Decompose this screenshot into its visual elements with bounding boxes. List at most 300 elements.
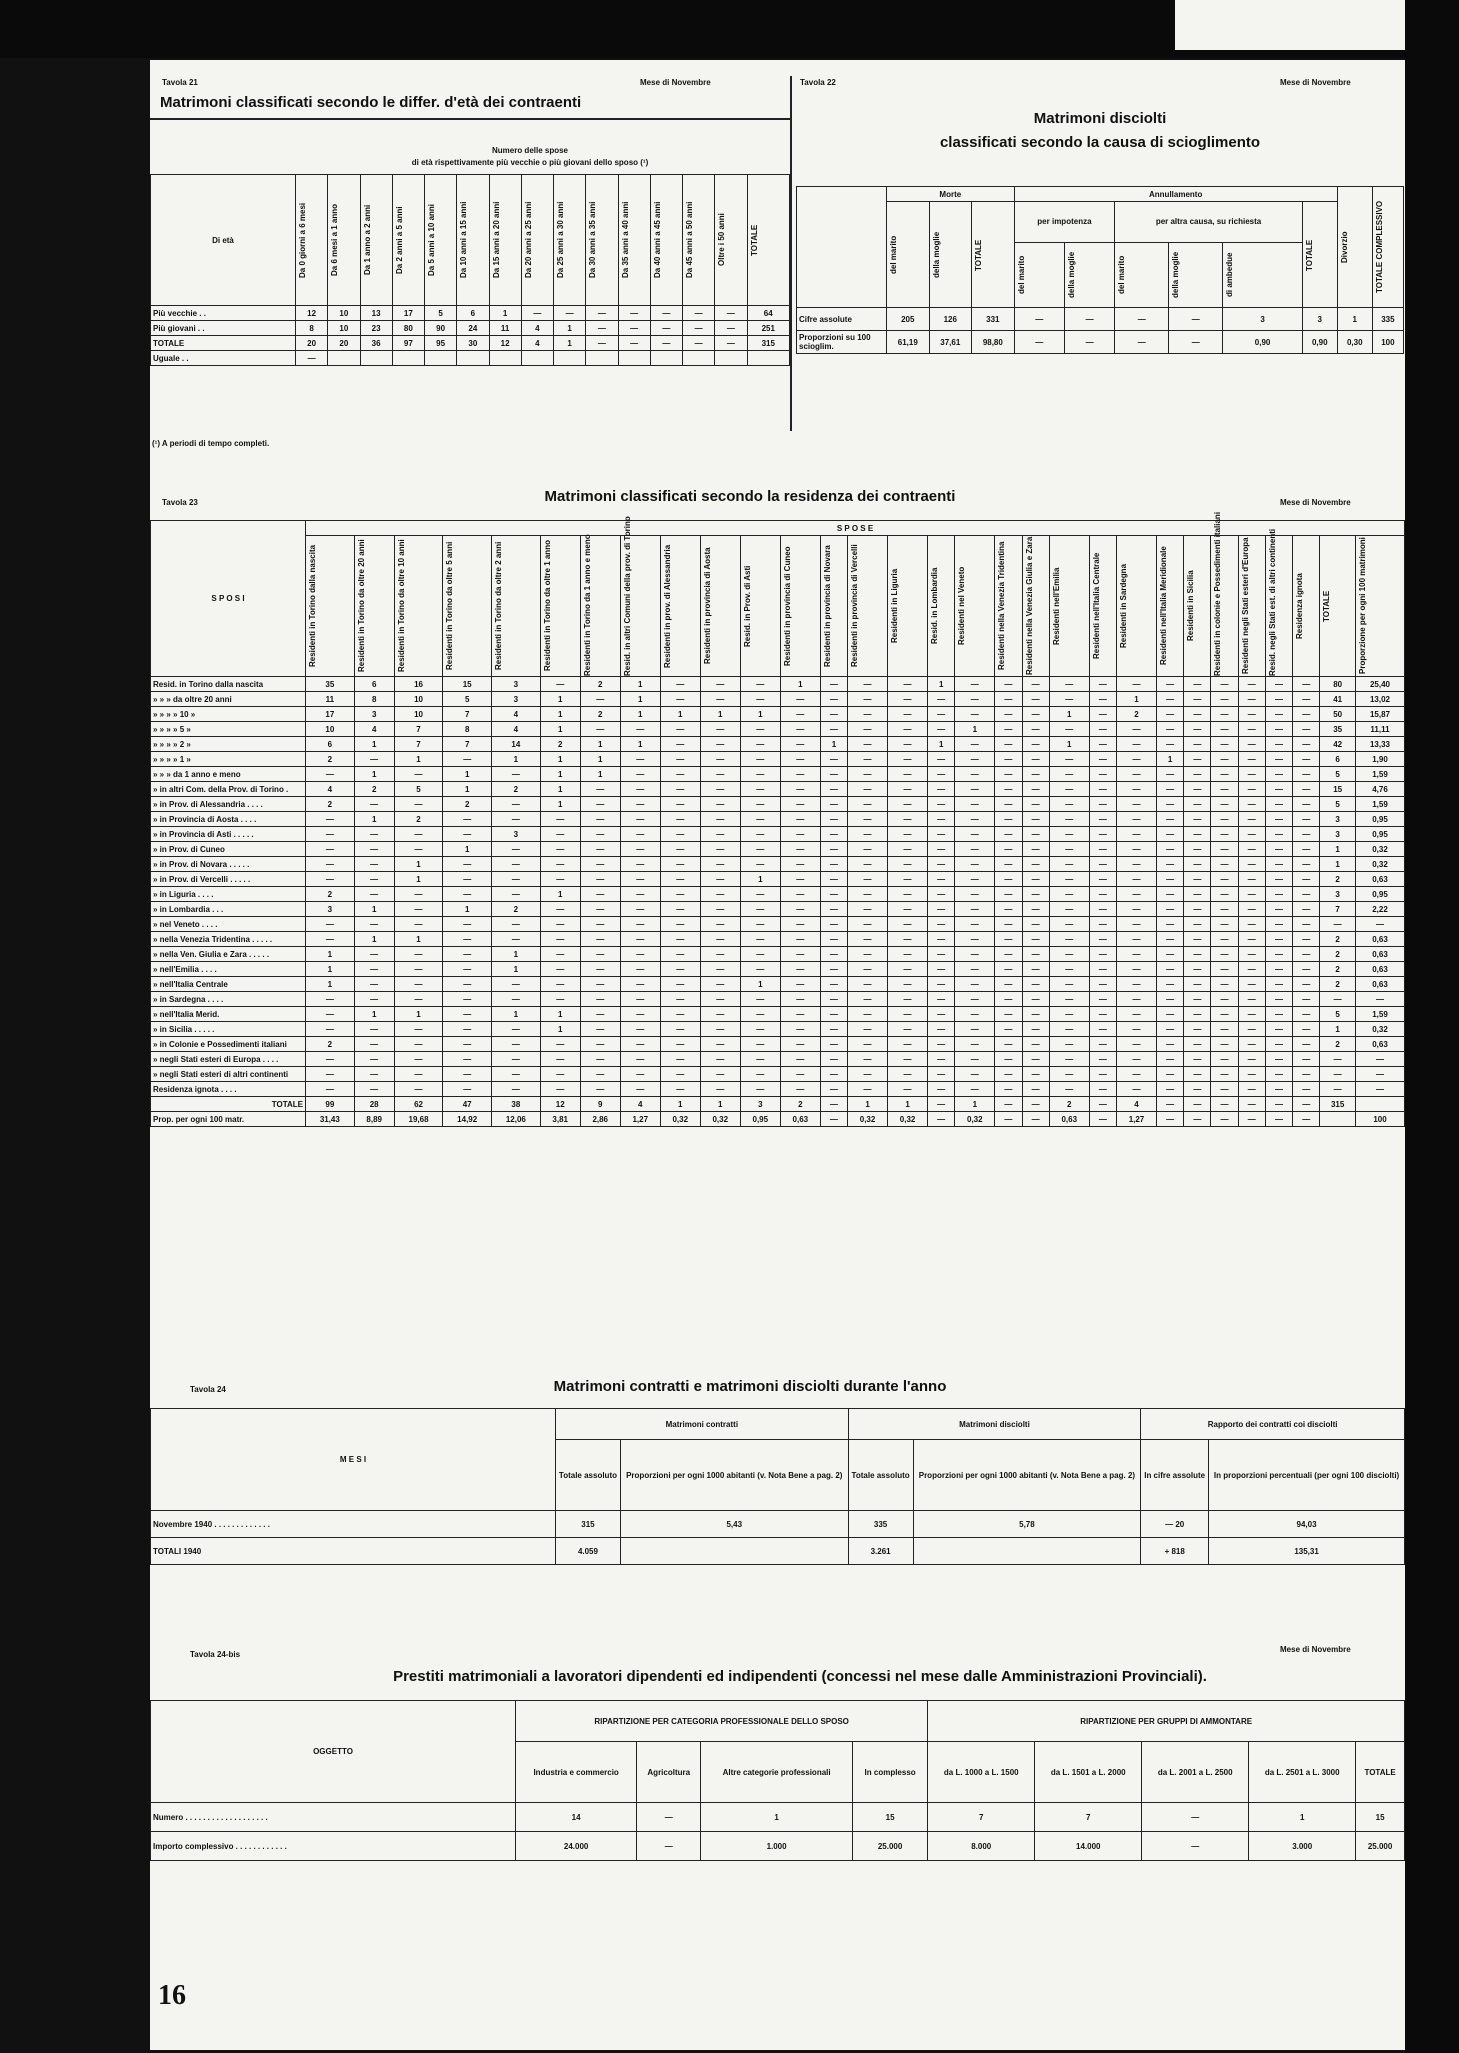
t23-cell: — — [820, 782, 847, 797]
t23-cell: — — [1211, 1007, 1238, 1022]
t23-total-cell: — — [928, 1097, 955, 1112]
t23-cell: — — [700, 782, 740, 797]
t23-cell: — — [1356, 1067, 1405, 1082]
t23-cell: 5 — [394, 782, 443, 797]
t23-cell: — — [1022, 857, 1049, 872]
t22-row-label: Cifre assolute — [797, 308, 887, 331]
t23-cell: — — [620, 1052, 660, 1067]
t23-cell: — — [394, 1067, 443, 1082]
t23-cell: 2 — [1320, 962, 1356, 977]
t23-cell: 1 — [306, 947, 355, 962]
t22-col-divorzio-text: Divorzio — [1339, 231, 1349, 263]
t22-cell: 3 — [1302, 308, 1337, 331]
t23-cell: — — [1116, 1007, 1156, 1022]
t23-cell: 1 — [354, 812, 394, 827]
t23-cell: — — [1116, 722, 1156, 737]
t23-cell: — — [1089, 782, 1116, 797]
t23-cell: — — [1022, 1022, 1049, 1037]
t23-cell: — — [1022, 1037, 1049, 1052]
t23-cell: — — [848, 872, 888, 887]
t23-cell: — — [700, 752, 740, 767]
t23-cell: — — [955, 767, 995, 782]
t22-col-6-text: della moglie — [1171, 251, 1181, 299]
t23-cell: — — [1265, 827, 1292, 842]
t21-cell: 30 — [457, 336, 489, 351]
t23-cell: — — [492, 992, 541, 1007]
t23-cell: — — [1089, 707, 1116, 722]
t23-cell: — — [443, 1037, 492, 1052]
t21-cell: 10 — [328, 321, 360, 336]
t23-cell: — — [848, 977, 888, 992]
t23-cell: 15,87 — [1356, 707, 1405, 722]
t23-cell: — — [1265, 1022, 1292, 1037]
t23-cell: — — [848, 722, 888, 737]
t23-cell: — — [443, 1052, 492, 1067]
t23-cell: 0,63 — [1356, 1037, 1405, 1052]
t23-col-27-text: Residenza ignota — [1295, 573, 1305, 639]
t24b-col-4: da L. 1000 a L. 1500 — [928, 1742, 1035, 1803]
t21-cell — [425, 351, 457, 366]
t23-cell: — — [1049, 842, 1089, 857]
t23-total-cell: 62 — [394, 1097, 443, 1112]
t23-cell: — — [780, 902, 820, 917]
t23-total-cell: 1 — [848, 1097, 888, 1112]
t23-prop-cell: — — [1156, 1112, 1183, 1127]
t23-col-9-text: Residenti in provincia di Aosta — [702, 547, 712, 665]
t23-cell: 2 — [443, 797, 492, 812]
t24b-col-8: TOTALE — [1356, 1742, 1405, 1803]
t21-row-label: Più giovani . . — [151, 321, 296, 336]
t23-cell: — — [820, 797, 847, 812]
t23-cell: — — [1089, 1007, 1116, 1022]
t23-cell: 0,32 — [1356, 857, 1405, 872]
t23-cell: — — [700, 1082, 740, 1097]
t23-cell: — — [955, 737, 995, 752]
t23-cell: — — [540, 872, 580, 887]
t23-cell: — — [1116, 977, 1156, 992]
t23-row — [151, 797, 1405, 812]
t23-cell: 42 — [1320, 737, 1356, 752]
t23-cell: — — [780, 842, 820, 857]
t23-cell: — — [1211, 692, 1238, 707]
t23-cell: — — [995, 692, 1022, 707]
t24-cell: 135,31 — [1209, 1538, 1405, 1565]
t23-cell: — — [1265, 917, 1292, 932]
t23-cell: — — [620, 857, 660, 872]
t22-row — [797, 331, 1404, 354]
t23-cell: — — [354, 992, 394, 1007]
t23-prop-cell: 31,43 — [306, 1112, 355, 1127]
t23-cell: — — [995, 1052, 1022, 1067]
t23-cell: — — [1265, 992, 1292, 1007]
t23-cell: — — [1116, 992, 1156, 1007]
t24b-number: Tavola 24-bis — [190, 1650, 241, 1659]
t23-cell: — — [1184, 827, 1211, 842]
t23-cell: — — [1156, 692, 1183, 707]
t23-cell: 1 — [1156, 752, 1183, 767]
t23-cell: — — [540, 1037, 580, 1052]
t23-cell: — — [1089, 677, 1116, 692]
t23-col-19-text: Residenti nell'Emilia — [1051, 567, 1061, 645]
t22-group-altra: per altra causa, su richiesta — [1115, 202, 1303, 243]
t23-row — [151, 887, 1405, 902]
t23-cell: — — [995, 887, 1022, 902]
t23-cell: — — [1211, 1037, 1238, 1052]
t23-row — [151, 902, 1405, 917]
t24-cell: 94,03 — [1209, 1511, 1405, 1538]
t23-cell: — — [1293, 917, 1320, 932]
t23-cell: — — [1184, 992, 1211, 1007]
t23-row-label: » in Prov. di Novara . . . . . — [151, 857, 306, 872]
t23-cell: 1 — [620, 677, 660, 692]
t24b-row-label: Numero . . . . . . . . . . . . . . . . . . . — [151, 1803, 516, 1832]
t22-group-imp: per impotenza — [1014, 202, 1115, 243]
t23-cell: — — [888, 737, 928, 752]
t22-cell: — — [1169, 308, 1223, 331]
t23-cell: — — [1184, 812, 1211, 827]
t23-cell: — — [580, 962, 620, 977]
t23-cell: — — [820, 1082, 847, 1097]
t23-total-cell: 3 — [740, 1097, 780, 1112]
t21-col-6 — [489, 175, 521, 306]
t24b-cell: 8.000 — [928, 1832, 1035, 1861]
t23-cell: 1 — [540, 752, 580, 767]
t23-cell: — — [540, 812, 580, 827]
t23-cell: — — [1238, 962, 1265, 977]
t23-cell: — — [820, 827, 847, 842]
t23-cell: — — [1293, 1022, 1320, 1037]
t23-cell: — — [443, 812, 492, 827]
t23-cell: 17 — [306, 707, 355, 722]
t22-col-2 — [972, 202, 1015, 308]
t23-cell: — — [620, 1067, 660, 1082]
t23-cell: — — [955, 1037, 995, 1052]
t23-col-10-text: Resid. in Prov. di Asti — [742, 565, 752, 647]
t23-cell: — — [1156, 1052, 1183, 1067]
t23-cell: — — [848, 842, 888, 857]
t23-cell: — — [443, 827, 492, 842]
t23-cell: — — [1022, 887, 1049, 902]
t23-cell: — — [620, 887, 660, 902]
t23-cell: — — [848, 1022, 888, 1037]
t24-col-1: Proporzioni per ogni 1000 abitanti (v. Nota Bene a pag. 2) — [620, 1440, 848, 1511]
t23-cell: — — [820, 722, 847, 737]
t21-cell: 4 — [521, 336, 553, 351]
t24b-table — [150, 1700, 1405, 1861]
t23-col-6-text: Residenti in Torino da 1 anno e meno — [582, 534, 592, 676]
t23-cell: — — [740, 917, 780, 932]
t23-cell: — — [1211, 962, 1238, 977]
t23-total-cell: 315 — [1320, 1097, 1356, 1112]
t23-cell: — — [394, 962, 443, 977]
t23-cell: — — [1184, 1052, 1211, 1067]
t23-col-20 — [1089, 536, 1116, 677]
t23-cell: — — [780, 1022, 820, 1037]
t23-cell: — — [1156, 1082, 1183, 1097]
t23-prop-cell: 0,63 — [780, 1112, 820, 1127]
t23-cell: — — [1265, 1037, 1292, 1052]
t21-cell — [747, 351, 790, 366]
t21-cell: 23 — [360, 321, 392, 336]
t23-cell: — — [780, 752, 820, 767]
t23-cell: — — [888, 722, 928, 737]
t23-cell: — — [1156, 917, 1183, 932]
t23-cell: 1 — [492, 962, 541, 977]
t22-cell: 61,19 — [887, 331, 930, 354]
t23-cell: — — [955, 752, 995, 767]
t23-cell: — — [1049, 917, 1089, 932]
t24-cell: — 20 — [1141, 1511, 1209, 1538]
t24b-col-0: Industria e commercio — [516, 1742, 637, 1803]
t23-cell: — — [1238, 1037, 1265, 1052]
t23-cell: — — [700, 887, 740, 902]
t23-cell: — — [1211, 812, 1238, 827]
t23-cell: — — [1184, 977, 1211, 992]
t23-cell: — — [995, 857, 1022, 872]
t21-cell — [392, 351, 424, 366]
t23-cell: — — [780, 692, 820, 707]
t23-cell: — — [780, 797, 820, 812]
t21-cell: 17 — [392, 306, 424, 321]
t23-cell: — — [1238, 782, 1265, 797]
t23-cell: — — [928, 707, 955, 722]
t23-cell: — — [820, 917, 847, 932]
t23-row — [151, 782, 1405, 797]
t23-cell: — — [820, 752, 847, 767]
t23-cell: — — [394, 977, 443, 992]
t23-cell: — — [1049, 962, 1089, 977]
t21-cell: 12 — [489, 336, 521, 351]
t23-cell: — — [1293, 947, 1320, 962]
t23-cell: 5 — [1320, 1007, 1356, 1022]
t23-cell: 1 — [492, 1007, 541, 1022]
t23-col-17 — [995, 536, 1022, 677]
t23-row — [151, 932, 1405, 947]
t23-cell: — — [1293, 1082, 1320, 1097]
t21-cell: 36 — [360, 336, 392, 351]
t23-cell: — — [888, 812, 928, 827]
t21-rowhead: Di età — [151, 175, 296, 306]
t22-col-totale-compl — [1372, 187, 1403, 308]
t23-cell: — — [540, 992, 580, 1007]
t23-cell: — — [354, 857, 394, 872]
t23-cell: — — [443, 1067, 492, 1082]
t23-row-label: » in altri Com. della Prov. di Torino . — [151, 782, 306, 797]
t23-cell: — — [1184, 1007, 1211, 1022]
t23-cell: — — [955, 992, 995, 1007]
t23-col-1 — [354, 536, 394, 677]
t21-cell — [360, 351, 392, 366]
t23-cell: — — [354, 752, 394, 767]
t23-cell: — — [1116, 752, 1156, 767]
t21-cell: 1 — [554, 321, 586, 336]
t22-cell: — — [1115, 308, 1169, 331]
t23-cell: — — [540, 842, 580, 857]
t23-cell: — — [928, 1067, 955, 1082]
t23-cell: — — [306, 872, 355, 887]
t23-cell: — — [394, 842, 443, 857]
t23-cell: 8 — [443, 722, 492, 737]
t23-cell: — — [740, 1022, 780, 1037]
t23-cell: — — [492, 1037, 541, 1052]
t23-cell: — — [1238, 1052, 1265, 1067]
t22-col-0 — [887, 202, 930, 308]
t23-cell: — — [354, 887, 394, 902]
t21-col-11-text: Da 40 anni a 45 anni — [652, 201, 662, 279]
t23-cell: — — [540, 962, 580, 977]
t21-cell: — — [715, 321, 747, 336]
t23-cell: — — [700, 812, 740, 827]
t23-cell: — — [1293, 962, 1320, 977]
t23-cell: — — [1293, 1007, 1320, 1022]
t23-cell: — — [492, 872, 541, 887]
t23-cell: — — [540, 1082, 580, 1097]
t23-cell: — — [928, 797, 955, 812]
t24b-cell: 1 — [1249, 1803, 1356, 1832]
t23-col-14 — [888, 536, 928, 677]
t23-cell: 3 — [354, 707, 394, 722]
t23-cell: — — [1320, 917, 1356, 932]
t23-cell: 1 — [354, 932, 394, 947]
t23-cell: — — [780, 722, 820, 737]
t23-cell: — — [1156, 962, 1183, 977]
t23-row — [151, 1082, 1405, 1097]
t23-col-13-text: Residenti in provincia di Vercelli — [850, 544, 860, 668]
t21-cell: 64 — [747, 306, 790, 321]
t21-cell — [457, 351, 489, 366]
t23-cell: 1,59 — [1356, 1007, 1405, 1022]
t23-cell: — — [443, 1007, 492, 1022]
t23-cell: — — [660, 827, 700, 842]
t23-cell: — — [1265, 1052, 1292, 1067]
t23-cell: — — [848, 1052, 888, 1067]
t21-col-13-text: Oltre i 50 anni — [717, 213, 727, 267]
t23-total-cell: — — [1156, 1097, 1183, 1112]
t23-cell: 1 — [1049, 737, 1089, 752]
t23-cell: — — [848, 902, 888, 917]
t23-cell: — — [620, 902, 660, 917]
t23-cell: — — [780, 737, 820, 752]
t23-cell: — — [1049, 812, 1089, 827]
t23-cell: — — [580, 1022, 620, 1037]
t23-cell: — — [1238, 767, 1265, 782]
t23-cell: — — [492, 1052, 541, 1067]
t23-number: Tavola 23 — [162, 498, 198, 507]
t23-cell: — — [1156, 992, 1183, 1007]
t21-cell: — — [296, 351, 328, 366]
t23-cell: — — [1356, 1052, 1405, 1067]
t23-cell: — — [620, 842, 660, 857]
t23-prop-cell: 0,32 — [888, 1112, 928, 1127]
t23-cell: — — [1238, 1007, 1265, 1022]
t23-row — [151, 737, 1405, 752]
t23-cell: — — [928, 782, 955, 797]
t23-col-21-text: Residenti in Sardegna — [1118, 563, 1128, 649]
t23-cell: — — [1293, 1067, 1320, 1082]
t22-number: Tavola 22 — [800, 78, 836, 87]
t23-cell: — — [888, 782, 928, 797]
t23-cell: 2 — [492, 782, 541, 797]
t23-row — [151, 1022, 1405, 1037]
t23-col-10 — [740, 536, 780, 677]
t23-cell: — — [1184, 947, 1211, 962]
t23-cell: — — [1238, 902, 1265, 917]
t23-cell: — — [1184, 707, 1211, 722]
t23-cell: — — [354, 1037, 394, 1052]
t23-cell: — — [1156, 827, 1183, 842]
t23-cell: — — [1156, 707, 1183, 722]
t22-cell: — — [1014, 308, 1064, 331]
t23-cell: 1 — [394, 932, 443, 947]
t23-row — [151, 1052, 1405, 1067]
t23-cell: — — [1089, 1037, 1116, 1052]
t21-row — [151, 306, 790, 321]
t23-cell: — — [848, 857, 888, 872]
t21-col-12 — [683, 175, 715, 306]
t23-cell: — — [848, 1067, 888, 1082]
t23-cell: 4 — [492, 707, 541, 722]
t21-col-8-text: Da 25 anni a 30 anni — [556, 201, 565, 279]
t23-cell: — — [580, 1082, 620, 1097]
t23-cell: — — [740, 947, 780, 962]
t23-col-29-text: Proporzione per ogni 100 matrimoni — [1358, 537, 1367, 675]
t23-cell: — — [1184, 932, 1211, 947]
t22-col-1 — [929, 202, 972, 308]
t23-col-21 — [1116, 536, 1156, 677]
t23-cell: — — [820, 812, 847, 827]
t23-cell: — — [620, 992, 660, 1007]
t23-cell: 1 — [540, 1007, 580, 1022]
t23-cell: — — [660, 932, 700, 947]
t23-row-label: » in Sardegna . . . . — [151, 992, 306, 1007]
t23-cell: — — [1156, 767, 1183, 782]
t23-cell: — — [660, 977, 700, 992]
t23-col-24 — [1211, 511, 1238, 677]
t23-cell: — — [306, 1007, 355, 1022]
t21-col-8 — [554, 175, 586, 306]
t23-cell: — — [394, 1052, 443, 1067]
t23-cell: — — [780, 947, 820, 962]
t23-col-26 — [1265, 528, 1292, 677]
t23-cell: — — [820, 1007, 847, 1022]
t23-total-cell: 1 — [700, 1097, 740, 1112]
t23-cell: 1 — [620, 737, 660, 752]
t23-cell: — — [888, 767, 928, 782]
t23-cell: — — [888, 947, 928, 962]
t23-cell: — — [1049, 932, 1089, 947]
t23-cell: — — [928, 842, 955, 857]
t21-cell: — — [586, 336, 618, 351]
t23-cell: 2 — [1116, 707, 1156, 722]
t23-cell: — — [1022, 932, 1049, 947]
t24b-cell: 1 — [701, 1803, 853, 1832]
t23-cell: 3 — [1320, 812, 1356, 827]
t23-total-cell: 99 — [306, 1097, 355, 1112]
t23-col-6 — [580, 536, 620, 677]
t23-row — [151, 872, 1405, 887]
t23-cell: — — [1211, 842, 1238, 857]
t23-cell: — — [1022, 1052, 1049, 1067]
t23-cell: 1 — [620, 707, 660, 722]
t23-cell: — — [1184, 767, 1211, 782]
t23-cell: — — [1265, 722, 1292, 737]
t23-col-26-text: Resid. negli Stati est. di altri continenti — [1267, 528, 1277, 676]
t23-cell: 10 — [306, 722, 355, 737]
t23-cell: — — [848, 767, 888, 782]
t21-cell — [521, 351, 553, 366]
t23-cell: — — [888, 1037, 928, 1052]
t23-cell: — — [995, 722, 1022, 737]
